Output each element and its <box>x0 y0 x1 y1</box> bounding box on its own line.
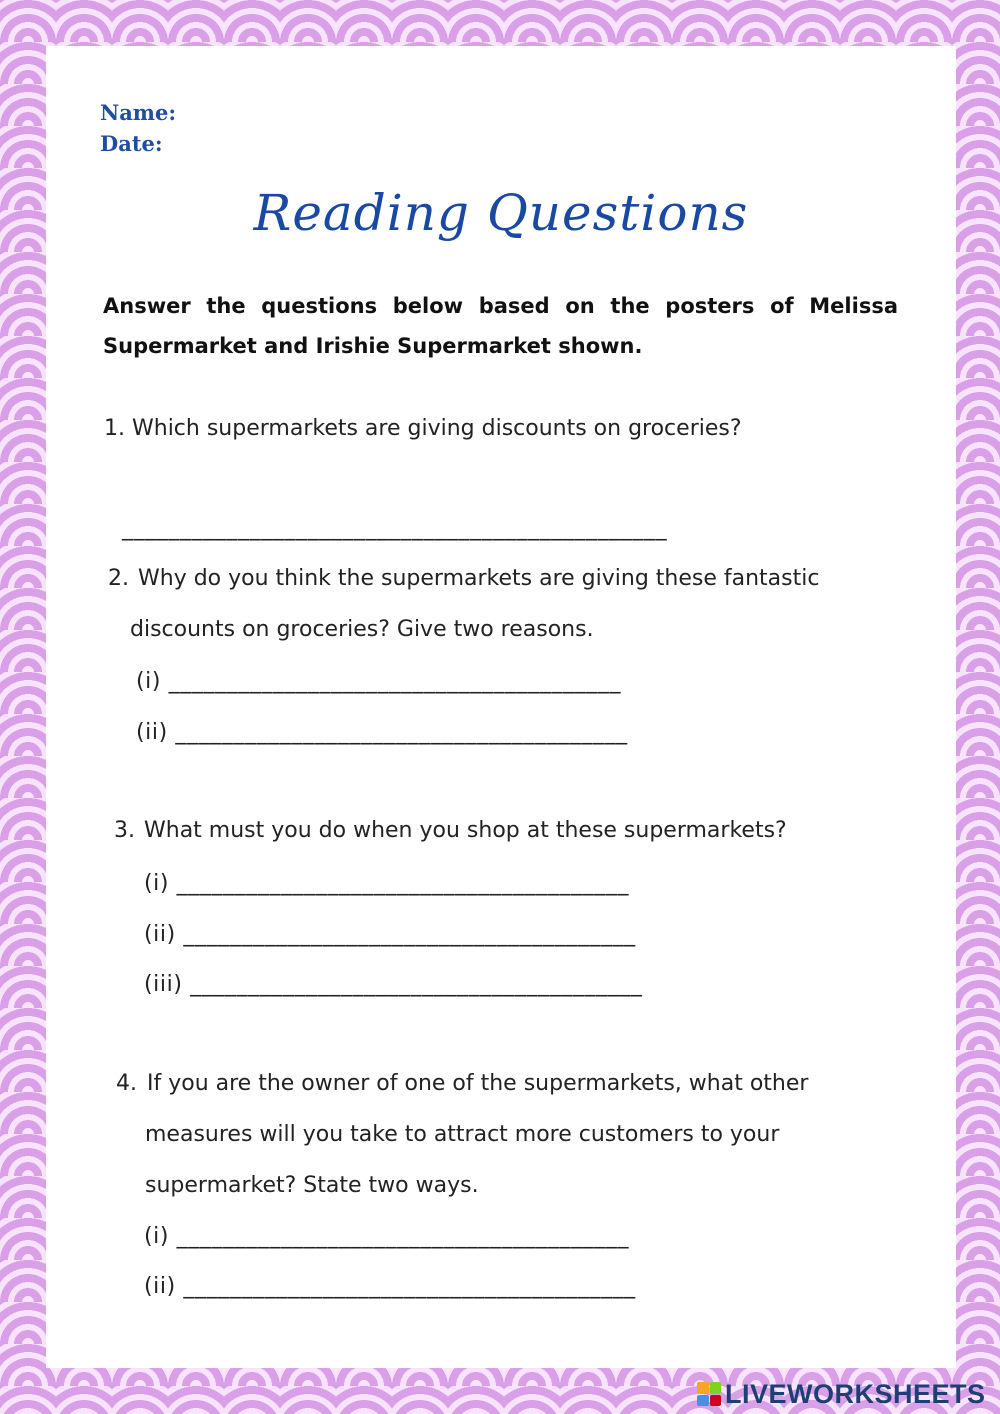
question-2-number: 2. <box>108 566 129 591</box>
name-label: Name: <box>100 100 177 125</box>
liveworksheets-logo-text: LIVEWORKSHEETS <box>725 1378 986 1409</box>
question-1-answer-line[interactable]: _______________________________________________ <box>122 516 668 541</box>
question-4-text-line-3: supermarket? State two ways. <box>145 1173 479 1198</box>
question-4-number: 4. <box>116 1071 137 1096</box>
question-2-answer-i[interactable]: (i) _______________________________________ <box>136 669 622 694</box>
question-4-answer-ii[interactable]: (ii) _______________________________________ <box>144 1274 636 1299</box>
question-2-answer-ii[interactable]: (ii) _______________________________________ <box>136 720 628 745</box>
liveworksheets-logo-icon <box>697 1382 721 1406</box>
question-3-answer-iii[interactable]: (iii) _______________________________________ <box>144 972 643 997</box>
question-1-text: Which supermarkets are giving discounts on groceries? <box>132 416 742 441</box>
question-4-answer-i[interactable]: (i) _______________________________________ <box>144 1224 630 1249</box>
logo-square-1 <box>697 1382 709 1394</box>
question-3-text: What must you do when you shop at these supermarkets? <box>144 818 787 843</box>
liveworksheets-logo[interactable] <box>697 1378 986 1410</box>
question-2-text-line-1: Why do you think the supermarkets are giving these fantastic <box>138 566 820 591</box>
instructions: Answer the questions below based on the posters of Melissa Supermarket and Irishie Supermarket shown. <box>103 294 898 358</box>
question-2-text-line-2: discounts on groceries? Give two reasons. <box>130 617 594 642</box>
question-3-answer-ii[interactable]: (ii) _______________________________________ <box>144 922 636 947</box>
page-title: Reading Questions <box>253 184 749 242</box>
date-label: Date: <box>100 131 163 156</box>
question-4-text-line-1: If you are the owner of one of the supermarkets, what other <box>147 1071 809 1096</box>
logo-square-3 <box>697 1395 709 1407</box>
worksheet-page <box>46 46 956 1368</box>
logo-square-2 <box>710 1382 722 1394</box>
question-1-number: 1. <box>104 416 125 441</box>
question-3-number: 3. <box>114 818 135 843</box>
question-4-text-line-2: measures will you take to attract more customers to your <box>145 1122 780 1147</box>
logo-square-4 <box>710 1395 722 1407</box>
question-3-answer-i[interactable]: (i) _______________________________________ <box>144 871 630 896</box>
